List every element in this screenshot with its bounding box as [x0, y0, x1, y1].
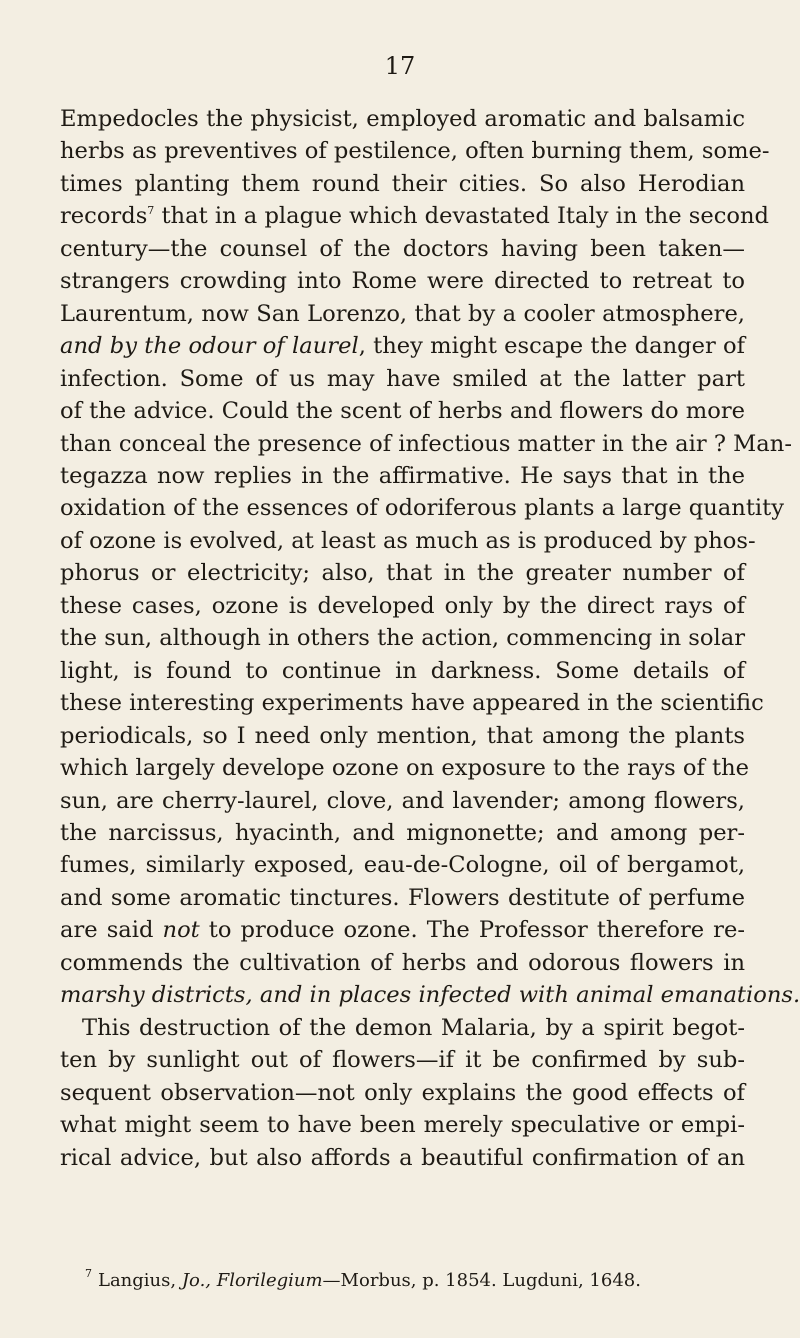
italic-text: not: [162, 917, 200, 944]
footnote-author: Langius,: [98, 1270, 177, 1291]
text-line: [60, 849, 745, 881]
text-run: fumes, similarly exposed, eau-de-Cologne, oil of bergamot,: [60, 852, 745, 879]
text-line: [60, 103, 745, 135]
text-run: which largely develope ozone on exposure to the rays of the: [60, 755, 750, 782]
footnote: [85, 1262, 765, 1293]
text-run: and some aromatic tinctures. Flowers destitute of perfume: [60, 884, 745, 911]
text-run: what might seem to have been merely speculative or empi-: [60, 1112, 745, 1139]
text-line: [60, 687, 764, 719]
text-run: sun, are cherry-laurel, clove, and lavender; among flowers,: [60, 787, 745, 814]
text-run: century—the counsel of the doctors having been taken—: [60, 235, 745, 262]
text-run: oxidation of the essences of odoriferous plants a large quantity: [60, 495, 784, 522]
text-line: [60, 428, 792, 460]
page-number: 17: [384, 52, 416, 80]
text-line: [60, 525, 756, 557]
text-run: of ozone is evolved, at least as much as is produced by phos-: [60, 527, 756, 554]
text-line: [60, 200, 770, 232]
text-run: of the advice. Could the scent of herbs and flowers do more: [60, 398, 745, 425]
body-paragraph: [60, 103, 800, 1174]
text-line: [60, 655, 745, 687]
text-line: [60, 1142, 745, 1174]
text-run: strangers crowding into Rome were directed to retreat to: [60, 268, 745, 295]
text-run: that in a plague which devastated Italy in the second: [154, 203, 770, 230]
text-line: [60, 947, 745, 979]
footnote-reference: 7: [147, 204, 155, 218]
text-line: [60, 817, 745, 849]
text-run: commends the cultivation of herbs and odorous flowers in: [60, 949, 745, 976]
italic-text: and by the odour of laurel: [60, 333, 359, 360]
text-line: [60, 785, 745, 817]
text-run: these cases, ozone is developed only by the direct rays of: [60, 592, 745, 619]
text-run: herbs as preventives of pestilence, often burning them, some-: [60, 138, 770, 165]
footnote-details: —Morbus, p. 1854. Lugduni, 1648.: [322, 1270, 641, 1291]
text-run: sequent observation—not only explains the good effects of: [60, 1079, 745, 1106]
text-run: than conceal the presence of infectious matter in the air ? Man-: [60, 430, 792, 457]
text-line: [60, 265, 745, 297]
text-line: [60, 979, 800, 1011]
text-run: light, is found to continue in darkness. Some details of: [60, 657, 745, 684]
text-run: times planting them round their cities. So also Herodian: [60, 170, 745, 197]
text-run: phorus or electricity; also, that in the greater number of: [60, 560, 745, 587]
text-run: tegazza now replies in the affirmative. He says that in the: [60, 462, 745, 489]
text-line: [60, 395, 745, 427]
text-line: [60, 720, 745, 752]
text-line: [60, 330, 745, 362]
text-run: records: [60, 203, 148, 230]
text-run: Empedocles the physicist, employed aromatic and balsamic: [60, 106, 745, 132]
text-line: [60, 752, 750, 784]
text-line: [60, 233, 745, 265]
text-run: to produce ozone. The Professor therefore re-: [199, 917, 745, 944]
text-run: the sun, although in others the action, commencing in solar: [60, 625, 745, 652]
text-line: [60, 1109, 745, 1141]
text-line: [60, 622, 745, 654]
text-line: [60, 460, 745, 492]
text-run: rical advice, but also affords a beautiful confirmation of an: [60, 1144, 745, 1171]
footnote-work: Jo., Florilegium: [181, 1270, 323, 1291]
text-run: infection. Some of us may have smiled at the latter part: [60, 365, 745, 392]
text-run: This destruction of the demon Malaria, by a spirit begot-: [82, 1014, 745, 1041]
text-run: these interesting experiments have appeared in the scientific: [60, 690, 764, 717]
text-line: [60, 1077, 745, 1109]
text-line: [60, 914, 745, 946]
text-line: [60, 135, 770, 167]
text-run: , they might escape the danger of: [358, 333, 745, 360]
text-line: [60, 298, 745, 330]
text-run: are said: [60, 917, 163, 944]
footnote-marker: 7: [85, 1267, 92, 1280]
text-line: [60, 1012, 745, 1044]
text-line: [60, 557, 745, 589]
text-line: [60, 590, 745, 622]
italic-text: marshy districts, and in places infected with animal emanations.: [60, 982, 800, 1009]
text-run: the narcissus, hyacinth, and mignonette; and among per-: [60, 819, 745, 846]
text-line: [60, 1044, 745, 1076]
text-line: [60, 882, 745, 914]
text-run: periodicals, so I need only mention, that among the plants: [60, 722, 745, 749]
text-run: ten by sunlight out of flowers—if it be confirmed by sub-: [60, 1047, 745, 1074]
text-line: [60, 168, 745, 200]
text-line: [60, 363, 745, 395]
text-run: Laurentum, now San Lorenzo, that by a cooler atmosphere,: [60, 300, 745, 327]
text-line: [60, 492, 784, 524]
